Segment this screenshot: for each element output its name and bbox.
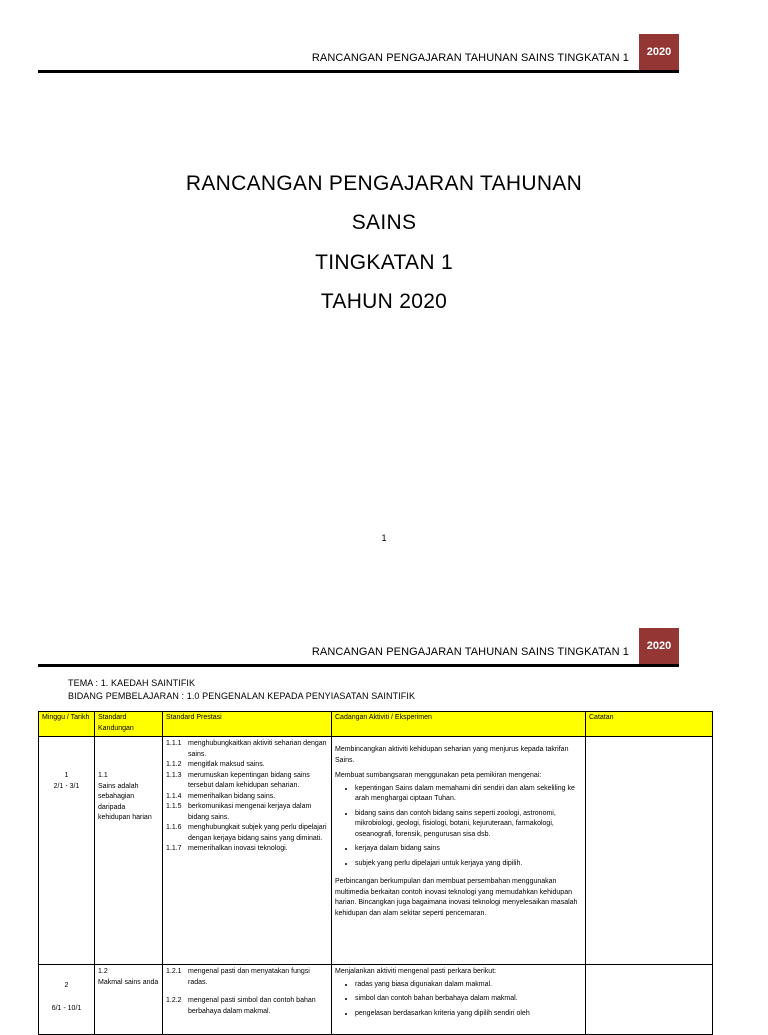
aktiviti-bullet-list	[335, 784, 582, 870]
header-year-badge: 2020	[639, 34, 679, 70]
page-header-2	[38, 628, 679, 664]
page-number: 1	[381, 533, 387, 543]
header-aktiviti: Cadangan Aktiviti / Eksperimen	[332, 712, 586, 737]
sk-text: Sains adalah sebahagian daripada kehidupan harian	[98, 782, 152, 821]
week-date: 2/1 - 3/1	[53, 782, 80, 790]
sp-item: 1.1.7 memerihalkan inovasi teknologi.	[166, 845, 288, 852]
aktiviti-bullet: • simbol dan contoh bahan berbahaya dalam makmal.	[355, 994, 582, 1005]
aktiviti-bullet: • kepentingan Sains dalam memahami diri sendiri dan alam sekeliling ke arah menghargai ciptaan Tuhan.	[355, 784, 582, 805]
cover-line-1: RANCANGAN PENGAJARAN TAHUNAN	[185, 172, 583, 195]
aktiviti-bullet: • subjek yang perlu dipelajari untuk kerjaya yang dipilih.	[355, 859, 582, 870]
sp-item: 1.2.2 mengenal pasti simbol dan contoh bahan berbahaya dalam makmal.	[166, 997, 316, 1015]
aktiviti-intro: Membuat sumbangsaran menggunakan peta pemikiran mengenai:	[335, 772, 542, 779]
sp-item: 1.1.5 berkomunikasi mengenai kerjaya dalam bidang sains.	[166, 803, 312, 821]
catatan-cell	[586, 737, 713, 965]
table-row	[39, 965, 713, 1035]
sk-text: Makmal sains anda	[98, 978, 159, 986]
bidang-label: BIDANG PEMBELAJARAN : 1.0 PENGENALAN KEPADA PENYIASATAN SAINTIFIK	[68, 691, 416, 701]
lesson-plan-table	[38, 711, 713, 1035]
sk-cell	[95, 737, 163, 965]
aktiviti-cell	[332, 965, 586, 1035]
sp-cell	[163, 737, 332, 965]
catatan-cell	[586, 965, 713, 1035]
header-title: RANCANGAN PENGAJARAN TAHUNAN SAINS TINGKATAN 1	[311, 52, 629, 64]
page-header	[38, 34, 679, 70]
header-year-badge: 2020	[639, 628, 679, 664]
sk-cell	[95, 965, 163, 1035]
week-date: 6/1 - 10/1	[51, 1004, 82, 1012]
header-minggu: Minggu / Tarikh	[39, 712, 95, 737]
table-header-row	[39, 712, 713, 737]
aktiviti-bullet: • kerjaya dalam bidang sains	[355, 844, 582, 855]
aktiviti-intro: Menjalankan aktiviti mengenal pasti perkara berikut:	[335, 968, 497, 975]
header-title: RANCANGAN PENGAJARAN TAHUNAN SAINS TINGKATAN 1	[311, 646, 629, 658]
aktiviti-intro: Membincangkan aktiviti kehidupan seharian yang menjurus kepada takrifan Sains.	[335, 746, 569, 764]
header-standard-kandungan: Standard Kandungan	[95, 712, 163, 737]
table-row	[39, 737, 713, 965]
week-number: 2	[64, 982, 69, 989]
aktiviti-bullet-list	[335, 980, 582, 1020]
sp-cell	[163, 965, 332, 1035]
aktiviti-bullet: • radas yang biasa digunakan dalam makmal.	[355, 980, 582, 991]
week-cell	[39, 965, 95, 1035]
aktiviti-bullet: • pengelasan berdasarkan kriteria yang dipilih sendiri oleh	[355, 1009, 582, 1020]
cover-line-4: TAHUN 2020	[320, 290, 448, 313]
tema-label: TEMA : 1. KAEDAH SAINTIFIK	[68, 678, 196, 688]
header-rule	[38, 70, 679, 73]
sp-item: 1.1.2 mengitlak maksud sains.	[166, 761, 265, 768]
sp-item: 1.1.6 menghubungkait subjek yang perlu dipelajari dengan kerjaya bidang sains yang diminati.	[166, 824, 327, 842]
sp-item: 1.1.3 merumuskan kepentingan bidang sains tersebut dalam kehidupan seharian.	[166, 771, 310, 789]
sp-item: 1.1.1 menghubungkaitkan aktiviti seharian dengan sains.	[166, 740, 327, 758]
sp-item: 1.1.4 memerihalkan bidang sains.	[166, 792, 276, 800]
aktiviti-bullet: • bidang sains dan contoh bidang sains seperti zoologi, astronomi, mikrobiologi, geologi, fisiologi, botani, kejuruteraan, farmakologi, oseanografi, forensik, pengurusan sisa dsb.	[355, 809, 582, 841]
aktiviti-cell	[332, 737, 586, 965]
sk-code: 1.2	[98, 968, 108, 975]
header-standard-prestasi: Standard Prestasi	[163, 712, 332, 737]
header-rule	[38, 664, 679, 667]
sp-item: 1.2.1 mengenal pasti dan menyatakan fungsi radas.	[166, 968, 310, 986]
cover-line-2: SAINS	[351, 211, 417, 234]
cover-line-3: TINGKATAN 1	[315, 251, 453, 274]
aktiviti-outro: Perbincangan berkumpulan dan membuat persembahan menggunakan multimedia berkaitan contoh inovasi teknologi yang memudahkan kehidupan harian. Bincangkan juga bagaimana inovasi teknologi menyelesaikan masalah kehidupan dan alam sekitar seperti pencemaran.	[335, 878, 578, 917]
sk-code: 1.1	[98, 772, 108, 779]
week-cell	[39, 737, 95, 965]
week-number: 1	[64, 772, 69, 779]
header-catatan: Catatan	[586, 712, 713, 737]
